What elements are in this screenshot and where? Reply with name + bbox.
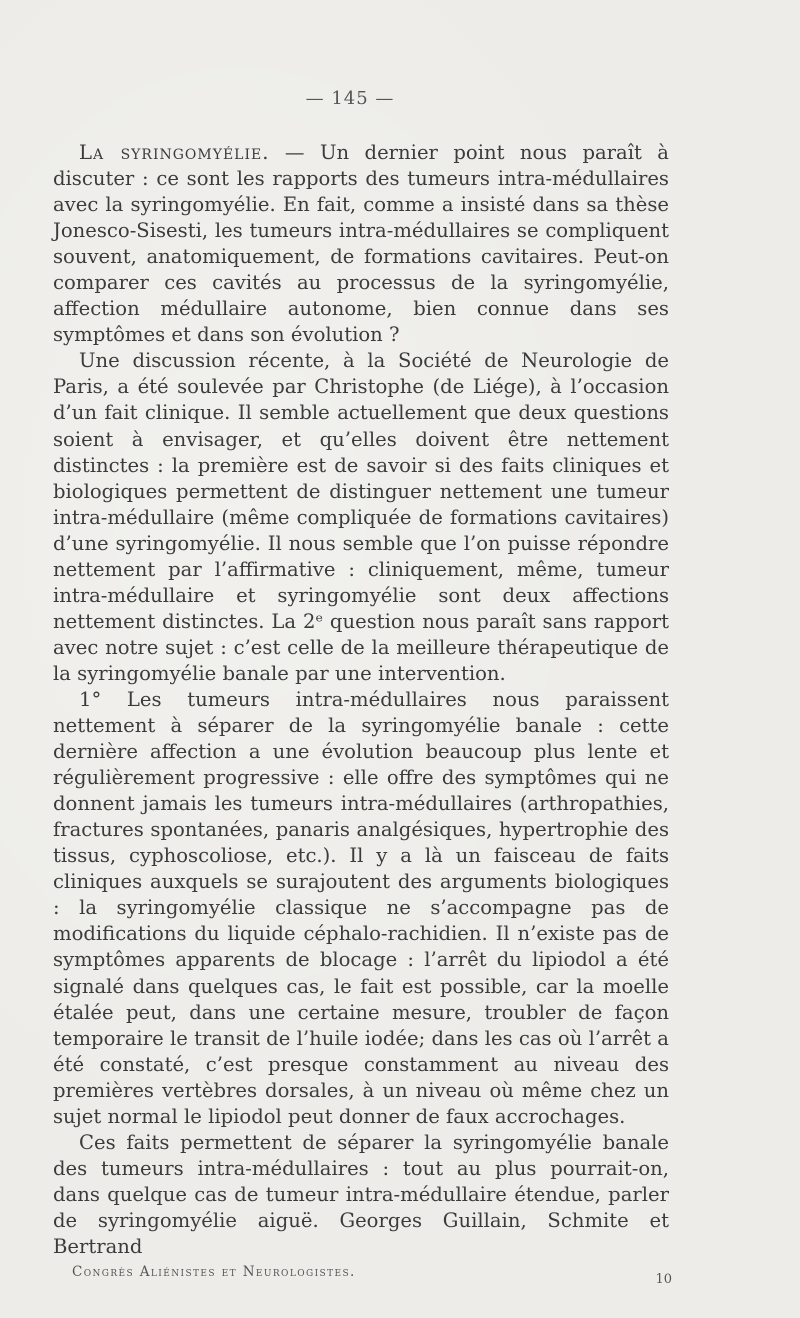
paragraph-discussion: Une discussion récente, à la Société de Neurologie de Paris, a été soulevée par Christophe (de Liége), à l’occasion d’un fait clinique. Il semble actuellement que deux questions soient à envisager, et qu’elles doivent être nettement distinctes : la première est de savoir si des faits cliniques et biologiques permettent de distinguer nettement une tumeur intra-médullaire (même compliquée de formations cavitaires) d’une syringomyélie. Il nous semble que l’on puisse répondre nettement par l’affirmative : cliniquement, même, tumeur intra-médullaire et syringomyélie sont deux affections nettement distinctes. La 2ᵉ question nous paraît sans rapport avec notre sujet : c’est celle de la meilleure thérapeutique de la syringomyélie banale par une intervention. [53, 349, 669, 685]
paragraph-conclusion: Ces faits permettent de séparer la syringomyélie banale des tumeurs intra-médullaires : tout au plus pourrait-on, dans quelque cas de tumeur intra-médullaire étendue, parler de syringomyélie aiguë. Georges Guillain, Schmite et Bertrand [53, 1130, 669, 1258]
section-title: La syringomyélie. [79, 141, 270, 164]
page-number: — 145 — [305, 88, 395, 109]
paragraph-syringomyelie-intro [53, 140, 669, 348]
body-text [53, 140, 669, 1260]
paragraph-text: — Un dernier point nous paraît à discuter : ce sont les rapports des tumeurs intra-médullaires avec la syringomyélie. En fait, comme a insisté dans sa thèse Jonesco-Sisesti, les tumeurs intra-médullaires se compliquent souvent, anatomiquement, de formations cavitaires. Peut-on comparer ces cavités au processus de la syringomyélie, affection médullaire autonome, bien connue dans ses symptômes et dans son évolution ? [53, 141, 669, 347]
page-footer [72, 1264, 672, 1287]
paragraph-tumeurs: 1° Les tumeurs intra-médullaires nous paraissent nettement à séparer de la syringomyélie banale : cette dernière affection a une évolution beaucoup plus lente et régulièrement progressive : elle offre des symptômes qui ne donnent jamais les tumeurs intra-médullaires (arthropathies, fractures spontanées, panaris analgésiques, hypertrophie des tissus, cyphoscoliose, etc.). Il y a là un faisceau de faits cliniques auxquels se surajoutent des arguments biologiques : la syringomyélie classique ne s’accompagne pas de modifications du liquide céphalo-rachidien. Il n’existe pas de symptômes apparents de blocage : l’arrêt du lipiodol a été signalé dans quelques cas, le fait est possible, car la moelle étalée peut, dans une certaine mesure, troubler de façon temporaire le transit de l’huile iodée; dans les cas où l’arrêt a été constaté, c’est presque constamment au niveau des premières vertèbres dorsales, à un niveau où même chez un sujet normal le lipiodol peut donner de faux accrochages. [53, 687, 669, 1128]
signature-mark: 10 [655, 1272, 672, 1287]
footer-title: Congrès Aliénistes et Neurologistes. [72, 1264, 356, 1280]
